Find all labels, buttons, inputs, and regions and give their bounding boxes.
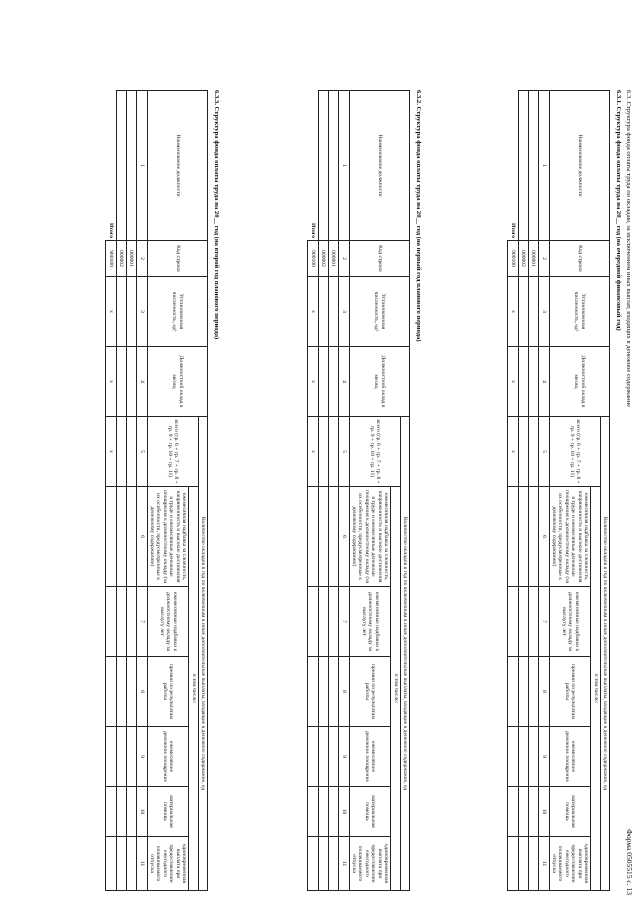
value-cell bbox=[126, 487, 136, 587]
col-header-name: Наименование должности bbox=[549, 91, 609, 241]
total-value-cell bbox=[507, 727, 518, 787]
col-header-c10: материальная помощь bbox=[349, 787, 391, 837]
column-number: 4 bbox=[136, 347, 147, 417]
value-cell bbox=[518, 347, 528, 417]
value-cell bbox=[528, 837, 538, 891]
total-value-cell: x bbox=[307, 277, 318, 347]
column-number: 9 bbox=[538, 727, 549, 787]
value-cell bbox=[126, 277, 136, 347]
total-value-cell bbox=[105, 487, 116, 587]
column-number: 5 bbox=[338, 417, 349, 487]
value-cell bbox=[116, 277, 126, 347]
value-cell bbox=[528, 727, 538, 787]
table-row bbox=[518, 91, 528, 891]
value-cell bbox=[318, 487, 328, 587]
col-header-including: в том числе: bbox=[189, 487, 198, 891]
value-cell bbox=[518, 587, 528, 657]
value-cell bbox=[126, 727, 136, 787]
col-header-salary: Должностной оклад в месяц bbox=[549, 347, 609, 417]
column-number: 7 bbox=[136, 587, 147, 657]
total-value-cell bbox=[307, 587, 318, 657]
value-cell bbox=[126, 787, 136, 837]
table-row bbox=[126, 91, 136, 891]
value-cell bbox=[528, 657, 538, 727]
total-value-cell bbox=[307, 657, 318, 727]
col-header-c6: ежемесячная надбавка за сложность, напряженность и высокие достижения в труде и ежемесячные денежные поощрения к должностному окладу (за их особенности, предусмотренные к денежному содержанию) bbox=[549, 487, 591, 587]
total-label: Итого bbox=[307, 91, 318, 241]
col-header-c8: премии по результатам работы bbox=[549, 657, 591, 727]
column-number: 3 bbox=[338, 277, 349, 347]
row-code-cell: 000002 bbox=[518, 241, 528, 277]
table-row bbox=[318, 91, 328, 891]
value-cell bbox=[518, 487, 528, 587]
row-code-cell: 000001 bbox=[328, 241, 338, 277]
total-label: Итого bbox=[507, 91, 518, 241]
col-header-c11: единовременная выплата при предоставлении ежегодного оплачиваемого отпуска bbox=[549, 837, 591, 891]
value-cell bbox=[528, 487, 538, 587]
col-header-c7: ежемесячные надбавки к должностному окладу за выслугу лет bbox=[349, 587, 391, 657]
total-value-cell: x bbox=[105, 417, 116, 487]
value-cell bbox=[116, 487, 126, 587]
value-cell bbox=[518, 417, 528, 487]
col-header-c10: материальная помощь bbox=[147, 787, 189, 837]
total-value-cell bbox=[105, 787, 116, 837]
value-cell bbox=[518, 277, 528, 347]
column-number: 4 bbox=[538, 347, 549, 417]
column-number: 4 bbox=[338, 347, 349, 417]
col-header-group: Количество окладов в год по включенным в иные дополнительные выплаты, входящие в денежное содержание, ед bbox=[198, 417, 207, 891]
total-value-cell bbox=[105, 657, 116, 727]
col-header-total: всего (гр. 6 + гр. 7 + гр. 8 + гр. 9 + гр. 10 + гр. 11) bbox=[549, 417, 600, 487]
col-header-c8: премии по результатам работы bbox=[147, 657, 189, 727]
salary-fund-table bbox=[307, 90, 410, 891]
column-number: 9 bbox=[338, 727, 349, 787]
col-header-name: Наименование должности bbox=[147, 91, 207, 241]
value-cell bbox=[328, 347, 338, 417]
column-number: 5 bbox=[538, 417, 549, 487]
value-cell bbox=[328, 487, 338, 587]
value-cell bbox=[328, 657, 338, 727]
position-name-cell bbox=[126, 91, 136, 241]
row-code-cell: 000001 bbox=[528, 241, 538, 277]
value-cell bbox=[318, 657, 328, 727]
total-value-cell: x bbox=[507, 347, 518, 417]
value-cell bbox=[318, 787, 328, 837]
total-value-cell bbox=[307, 727, 318, 787]
total-value-cell bbox=[105, 837, 116, 891]
total-value-cell: x bbox=[507, 417, 518, 487]
col-header-c10: материальная помощь bbox=[549, 787, 591, 837]
total-value-cell bbox=[507, 657, 518, 727]
value-cell bbox=[116, 837, 126, 891]
total-value-cell bbox=[307, 787, 318, 837]
value-cell bbox=[318, 727, 328, 787]
column-number: 7 bbox=[338, 587, 349, 657]
total-value-cell bbox=[507, 487, 518, 587]
position-name-cell bbox=[528, 91, 538, 241]
value-cell bbox=[116, 347, 126, 417]
value-cell bbox=[116, 657, 126, 727]
value-cell bbox=[328, 587, 338, 657]
total-value-cell: x bbox=[105, 277, 116, 347]
total-value-cell: x bbox=[307, 417, 318, 487]
value-cell bbox=[318, 417, 328, 487]
column-number: 10 bbox=[338, 787, 349, 837]
value-cell bbox=[126, 587, 136, 657]
value-cell bbox=[126, 837, 136, 891]
value-cell bbox=[518, 837, 528, 891]
col-header-name: Наименование должности bbox=[349, 91, 409, 241]
salary-fund-table bbox=[507, 90, 610, 891]
col-header-code: Код строки bbox=[549, 241, 609, 277]
table-row bbox=[116, 91, 126, 891]
col-header-count: Установленная численность, ед³ bbox=[549, 277, 609, 347]
column-number: 2 bbox=[538, 241, 549, 277]
column-number: 8 bbox=[538, 657, 549, 727]
total-code-cell: 900100 bbox=[307, 241, 318, 277]
section-header-title: 6.3. Структура фонда оплаты труда по окладам, за исключением иных выплат, входящих в денежное содержание bbox=[625, 90, 632, 408]
col-header-including: в том числе: bbox=[591, 487, 600, 891]
column-number: 1 bbox=[338, 91, 349, 241]
column-number: 10 bbox=[538, 787, 549, 837]
row-code-cell: 000002 bbox=[116, 241, 126, 277]
col-header-group: Количество окладов в год по включенным в иные дополнительные выплаты, входящие в денежное содержание, ед bbox=[600, 417, 609, 891]
value-cell bbox=[126, 417, 136, 487]
column-number: 1 bbox=[538, 91, 549, 241]
value-cell bbox=[318, 587, 328, 657]
total-value-cell: x bbox=[105, 347, 116, 417]
value-cell bbox=[328, 417, 338, 487]
col-header-c9: ежемесячное денежное поощрение bbox=[349, 727, 391, 787]
column-number: 1 bbox=[136, 91, 147, 241]
total-value-cell bbox=[307, 837, 318, 891]
total-value-cell bbox=[307, 487, 318, 587]
col-header-c6: ежемесячная надбавка за сложность, напряженность и высокие достижения в труде и ежемесячные денежные поощрения к должностному окладу (за их особенности, предусмотренные к денежному содержанию) bbox=[147, 487, 189, 587]
position-name-cell bbox=[328, 91, 338, 241]
value-cell bbox=[318, 837, 328, 891]
total-value-cell bbox=[105, 587, 116, 657]
col-header-code: Код строки bbox=[349, 241, 409, 277]
col-header-including: в том числе: bbox=[391, 487, 400, 891]
col-header-group: Количество окладов в год по включенным в иные дополнительные выплаты, входящие в денежное содержание, ед bbox=[400, 417, 409, 891]
column-number: 2 bbox=[338, 241, 349, 277]
total-value-cell bbox=[507, 787, 518, 837]
table-row bbox=[328, 91, 338, 891]
value-cell bbox=[318, 347, 328, 417]
value-cell bbox=[518, 657, 528, 727]
section-title: 6.3.2. Структура фонда оплаты труда на 20__ год (на первый год планового периода) bbox=[415, 90, 422, 342]
table-row bbox=[528, 91, 538, 891]
column-number: 11 bbox=[538, 837, 549, 891]
column-number: 8 bbox=[338, 657, 349, 727]
total-value-cell bbox=[507, 837, 518, 891]
total-label: Итого bbox=[105, 91, 116, 241]
col-header-count: Установленная численность, ед³ bbox=[349, 277, 409, 347]
value-cell bbox=[126, 657, 136, 727]
column-number: 5 bbox=[136, 417, 147, 487]
value-cell bbox=[318, 277, 328, 347]
total-value-cell: x bbox=[307, 347, 318, 417]
col-header-c6: ежемесячная надбавка за сложность, напряженность и высокие достижения в труде и ежемесячные денежные поощрения к должностному окладу (за их особенности, предусмотренные к денежному содержанию) bbox=[349, 487, 391, 587]
column-number: 6 bbox=[338, 487, 349, 587]
col-header-salary: Должностной оклад в месяц bbox=[147, 347, 207, 417]
col-header-c7: ежемесячные надбавки к должностному окладу за выслугу лет bbox=[549, 587, 591, 657]
section-title: 6.3.3. Структура фонда оплаты труда на 20__ год (на второй год планового периода) bbox=[213, 90, 220, 340]
column-number: 8 bbox=[136, 657, 147, 727]
col-header-c9: ежемесячное денежное поощрение bbox=[147, 727, 189, 787]
value-cell bbox=[528, 347, 538, 417]
value-cell bbox=[518, 727, 528, 787]
value-cell bbox=[528, 277, 538, 347]
value-cell bbox=[116, 787, 126, 837]
col-header-code: Код строки bbox=[147, 241, 207, 277]
position-name-cell bbox=[518, 91, 528, 241]
total-value-cell bbox=[105, 727, 116, 787]
total-code-cell: 900100 bbox=[507, 241, 518, 277]
row-code-cell: 000002 bbox=[318, 241, 328, 277]
column-number: 6 bbox=[136, 487, 147, 587]
total-value-cell bbox=[507, 587, 518, 657]
col-header-c8: премии по результатам работы bbox=[349, 657, 391, 727]
col-header-c9: ежемесячное денежное поощрение bbox=[549, 727, 591, 787]
value-cell bbox=[116, 417, 126, 487]
value-cell bbox=[328, 787, 338, 837]
value-cell bbox=[328, 837, 338, 891]
total-value-cell: x bbox=[507, 277, 518, 347]
col-header-c7: ежемесячные надбавки к должностному окладу за выслугу лет bbox=[147, 587, 189, 657]
section-title: 6.3.1. Структура фонда оплаты труда на 20__ год (на очередной финансовый год) bbox=[615, 90, 622, 331]
row-code-cell: 000001 bbox=[126, 241, 136, 277]
value-cell bbox=[528, 417, 538, 487]
position-name-cell bbox=[116, 91, 126, 241]
col-header-total: всего (гр. 6 + гр. 7 + гр. 8 + гр. 9 + гр. 10 + гр. 11) bbox=[349, 417, 400, 487]
value-cell bbox=[126, 347, 136, 417]
value-cell bbox=[328, 727, 338, 787]
col-header-c11: единовременная выплата при предоставлении ежегодного оплачиваемого отпуска bbox=[349, 837, 391, 891]
column-number: 7 bbox=[538, 587, 549, 657]
value-cell bbox=[518, 787, 528, 837]
column-number: 3 bbox=[136, 277, 147, 347]
form-code: Форма 0505515 с. 13 bbox=[625, 829, 634, 895]
col-header-salary: Должностной оклад в месяц bbox=[349, 347, 409, 417]
value-cell bbox=[528, 587, 538, 657]
salary-fund-table bbox=[105, 90, 208, 891]
value-cell bbox=[116, 587, 126, 657]
column-number: 2 bbox=[136, 241, 147, 277]
column-number: 11 bbox=[338, 837, 349, 891]
column-number: 3 bbox=[538, 277, 549, 347]
column-number: 11 bbox=[136, 837, 147, 891]
col-header-count: Установленная численность, ед³ bbox=[147, 277, 207, 347]
col-header-total: всего (гр. 6 + гр. 7 + гр. 8 + гр. 9 + гр. 10 + гр. 11) bbox=[147, 417, 198, 487]
col-header-c11: единовременная выплата при предоставлении ежегодного оплачиваемого отпуска bbox=[147, 837, 189, 891]
position-name-cell bbox=[318, 91, 328, 241]
column-number: 10 bbox=[136, 787, 147, 837]
value-cell bbox=[328, 277, 338, 347]
total-code-cell: 900100 bbox=[105, 241, 116, 277]
column-number: 6 bbox=[538, 487, 549, 587]
column-number: 9 bbox=[136, 727, 147, 787]
value-cell bbox=[116, 727, 126, 787]
value-cell bbox=[528, 787, 538, 837]
